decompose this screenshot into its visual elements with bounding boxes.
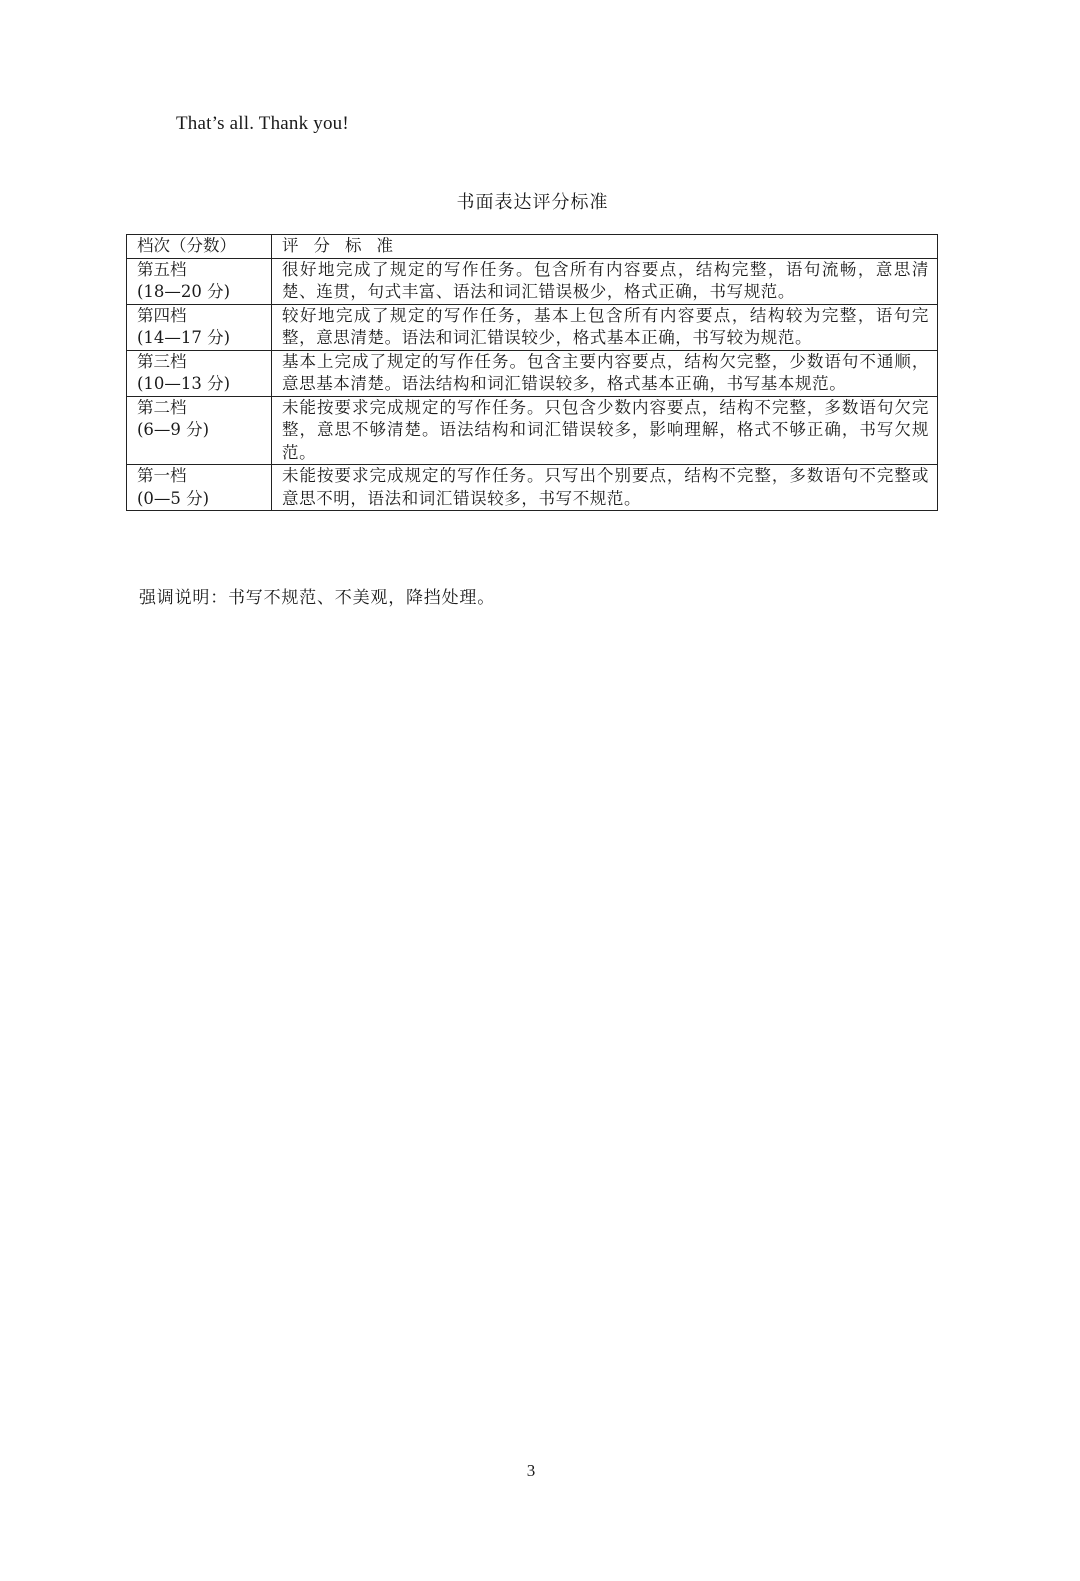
- band-range: (14—17 分): [137, 328, 231, 347]
- criteria-cell: 基本上完成了规定的写作任务。包含主要内容要点，结构欠完整，少数语句不通顺，意思基本清楚。语法结构和词汇错误较多，格式基本正确，书写基本规范。: [272, 350, 938, 396]
- table-header-row: [127, 235, 938, 259]
- band-cell: [127, 258, 272, 304]
- band-name: 第一档: [137, 466, 187, 485]
- band-cell: [127, 350, 272, 396]
- band-name: 第四档: [137, 305, 187, 325]
- criteria-cell: 未能按要求完成规定的写作任务。只写出个别要点，结构不完整，多数语句不完整或意思不明，语法和词汇错误较多，书写不规范。: [272, 465, 938, 511]
- band-range: (0—5 分): [137, 488, 210, 508]
- band-cell: [127, 304, 272, 350]
- table-row: [127, 465, 938, 511]
- band-name: 第五档: [137, 259, 187, 279]
- table-row: [127, 258, 938, 304]
- table-row: [127, 304, 938, 350]
- header-band: 档次（分数）: [127, 235, 272, 259]
- band-cell: [127, 396, 272, 465]
- page-number: 3: [526, 1461, 536, 1480]
- criteria-cell: 很好地完成了规定的写作任务。包含所有内容要点，结构完整，语句流畅，意思清楚、连贯，句式丰富、语法和词汇错误极少，格式正确，书写规范。: [272, 258, 938, 304]
- band-range: (6—9 分): [137, 420, 210, 439]
- section-title: 书面表达评分标准: [456, 192, 609, 213]
- band-range: (10—13 分): [137, 374, 231, 393]
- criteria-cell: 较好地完成了规定的写作任务，基本上包含所有内容要点，结构较为完整，语句完整，意思清楚。语法和词汇错误较少，格式基本正确，书写较为规范。: [272, 304, 938, 350]
- band-cell: [127, 465, 272, 511]
- band-name: 第三档: [137, 351, 187, 371]
- table-row: [127, 350, 938, 396]
- closing-line: That’s all. Thank you!: [176, 113, 349, 134]
- emphasis-note: 强调说明：书写不规范、不美观，降挡处理。: [139, 588, 495, 608]
- criteria-cell: 未能按要求完成规定的写作任务。只包含少数内容要点，结构不完整，多数语句欠完整，意思不够清楚。语法结构和词汇错误较多，影响理解，格式不够正确，书写欠规范。: [272, 396, 938, 465]
- scoring-rubric-table: [126, 234, 938, 511]
- band-name: 第二档: [137, 397, 187, 417]
- table-row: [127, 396, 938, 465]
- header-criteria: 评分标准: [272, 235, 938, 259]
- band-range: (18—20 分): [137, 282, 231, 301]
